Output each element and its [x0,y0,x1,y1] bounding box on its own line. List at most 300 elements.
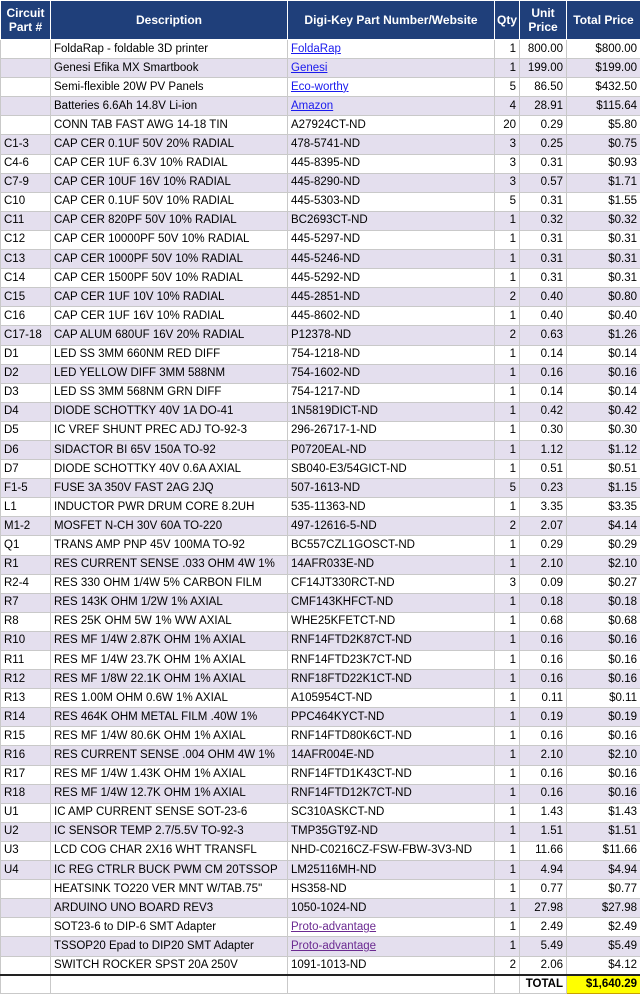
cell-total-price: $0.51 [567,460,640,479]
table-row [1,498,640,517]
table-row [1,116,640,135]
cell-part-number [288,40,495,59]
table-row [1,78,640,97]
cell-qty: 20 [495,116,520,135]
cell-description: INDUCTOR PWR DRUM CORE 8.2UH [51,498,288,517]
cell-description: RES 330 OHM 1/4W 5% CARBON FILM [51,574,288,593]
table-row [1,402,640,421]
cell-qty: 1 [495,803,520,822]
cell-part-number: 1050-1024-ND [288,899,495,918]
cell-circuit-part: C14 [1,269,51,288]
cell-unit-price: 0.51 [520,460,567,479]
table-row [1,536,640,555]
cell-total-price: $2.10 [567,746,640,765]
cell-qty: 2 [495,956,520,975]
cell-unit-price: 0.19 [520,708,567,727]
cell-total-price: $0.93 [567,154,640,173]
cell-circuit-part: F1-5 [1,479,51,498]
table-row [1,689,640,708]
table-row [1,803,640,822]
cell-circuit-part: R11 [1,651,51,670]
cell-unit-price: 0.31 [520,230,567,249]
total-spacer [288,975,495,994]
cell-description: LED YELLOW DIFF 3MM 588NM [51,364,288,383]
cell-part-number: P12378-ND [288,326,495,345]
total-spacer [1,975,51,994]
cell-total-price: $11.66 [567,841,640,860]
cell-qty: 1 [495,402,520,421]
cell-circuit-part: R14 [1,708,51,727]
cell-description: IC VREF SHUNT PREC ADJ TO-92-3 [51,421,288,440]
cell-circuit-part: U4 [1,861,51,880]
vendor-link[interactable]: Proto-advantage [291,920,377,933]
cell-total-price: $199.00 [567,59,640,78]
cell-part-number: 754-1218-ND [288,345,495,364]
table-row [1,918,640,937]
table-row [1,746,640,765]
cell-circuit-part: U3 [1,841,51,860]
cell-part-number: HS358-ND [288,880,495,899]
cell-description: CAP CER 1500PF 50V 10% RADIAL [51,269,288,288]
cell-circuit-part: U2 [1,822,51,841]
table-row [1,345,640,364]
cell-unit-price: 2.10 [520,555,567,574]
cell-qty: 1 [495,746,520,765]
cell-part-number: CF14JT330RCT-ND [288,574,495,593]
cell-part-number [288,78,495,97]
cell-unit-price: 0.23 [520,479,567,498]
header-description: Description [51,1,288,40]
cell-total-price: $1.26 [567,326,640,345]
cell-total-price: $0.16 [567,670,640,689]
cell-qty: 1 [495,918,520,937]
cell-qty: 1 [495,937,520,956]
cell-part-number: TMP35GT9Z-ND [288,822,495,841]
cell-total-price: $1.55 [567,192,640,211]
cell-unit-price: 0.31 [520,154,567,173]
cell-unit-price: 2.10 [520,746,567,765]
cell-part-number: 445-5292-ND [288,269,495,288]
cell-qty: 5 [495,78,520,97]
cell-circuit-part: C13 [1,250,51,269]
cell-qty: 1 [495,593,520,612]
cell-part-number: RNF14FTD23K7CT-ND [288,651,495,670]
vendor-link[interactable]: Amazon [291,99,334,112]
cell-total-price: $0.16 [567,784,640,803]
cell-qty: 1 [495,651,520,670]
cell-description: Genesi Efika MX Smartbook [51,59,288,78]
cell-total-price: $2.10 [567,555,640,574]
cell-part-number: BC557CZL1GOSCT-ND [288,536,495,555]
cell-qty: 1 [495,631,520,650]
cell-circuit-part: D3 [1,383,51,402]
cell-unit-price: 0.16 [520,727,567,746]
cell-description: IC AMP CURRENT SENSE SOT-23-6 [51,803,288,822]
cell-part-number: 535-11363-ND [288,498,495,517]
cell-qty: 1 [495,689,520,708]
cell-circuit-part: R2-4 [1,574,51,593]
cell-description: RES MF 1/4W 1.43K OHM 1% AXIAL [51,765,288,784]
cell-total-price: $0.16 [567,765,640,784]
cell-total-price: $0.16 [567,651,640,670]
cell-circuit-part: D4 [1,402,51,421]
cell-qty: 1 [495,861,520,880]
cell-total-price: $1.51 [567,822,640,841]
cell-circuit-part: R13 [1,689,51,708]
table-row [1,612,640,631]
cell-total-price: $0.31 [567,250,640,269]
cell-qty: 1 [495,899,520,918]
cell-qty: 1 [495,784,520,803]
table-row [1,326,640,345]
table-row [1,135,640,154]
cell-circuit-part: D1 [1,345,51,364]
cell-total-price: $0.11 [567,689,640,708]
cell-description: LED SS 3MM 568NM GRN DIFF [51,383,288,402]
cell-circuit-part: D2 [1,364,51,383]
total-label: TOTAL [520,975,567,994]
cell-circuit-part: R12 [1,670,51,689]
cell-total-price: $2.49 [567,918,640,937]
cell-total-price: $0.31 [567,269,640,288]
table-row [1,479,640,498]
cell-unit-price: 800.00 [520,40,567,59]
table-row [1,765,640,784]
table-row [1,822,640,841]
cell-unit-price: 0.14 [520,383,567,402]
cell-part-number: NHD-C0216CZ-FSW-FBW-3V3-ND [288,841,495,860]
cell-unit-price: 0.16 [520,784,567,803]
header-row [1,1,640,40]
table-row [1,40,640,59]
table-row [1,383,640,402]
cell-qty: 5 [495,192,520,211]
cell-part-number: 445-2851-ND [288,288,495,307]
cell-total-price: $27.98 [567,899,640,918]
cell-circuit-part: Q1 [1,536,51,555]
cell-unit-price: 0.29 [520,116,567,135]
cell-unit-price: 199.00 [520,59,567,78]
cell-unit-price: 27.98 [520,899,567,918]
cell-description: RES MF 1/8W 22.1K OHM 1% AXIAL [51,670,288,689]
cell-qty: 1 [495,59,520,78]
cell-qty: 1 [495,727,520,746]
cell-part-number: 14AFR004E-ND [288,746,495,765]
cell-qty: 1 [495,765,520,784]
cell-unit-price: 0.63 [520,326,567,345]
cell-total-price: $4.14 [567,517,640,536]
cell-part-number: 445-5303-ND [288,192,495,211]
cell-unit-price: 0.18 [520,593,567,612]
cell-circuit-part: R1 [1,555,51,574]
cell-description: CONN TAB FAST AWG 14-18 TIN [51,116,288,135]
table-row [1,727,640,746]
cell-qty: 2 [495,326,520,345]
cell-total-price: $1.43 [567,803,640,822]
cell-unit-price: 0.30 [520,421,567,440]
cell-total-price: $0.19 [567,708,640,727]
cell-part-number: 445-8602-ND [288,307,495,326]
cell-part-number: SB040-E3/54GICT-ND [288,460,495,479]
cell-part-number: 296-26717-1-ND [288,421,495,440]
cell-description: RES CURRENT SENSE .004 OHM 4W 1% [51,746,288,765]
cell-unit-price: 0.32 [520,211,567,230]
cell-circuit-part: R16 [1,746,51,765]
cell-part-number: RNF14FTD2K87CT-ND [288,631,495,650]
cell-description: CAP CER 1000PF 50V 10% RADIAL [51,250,288,269]
table-row [1,59,640,78]
cell-circuit-part: C17-18 [1,326,51,345]
table-row [1,440,640,459]
cell-circuit-part [1,97,51,116]
cell-part-number: 14AFR033E-ND [288,555,495,574]
cell-circuit-part [1,78,51,97]
cell-qty: 3 [495,135,520,154]
cell-description: CAP CER 0.1UF 50V 10% RADIAL [51,192,288,211]
cell-qty: 3 [495,574,520,593]
cell-qty: 1 [495,230,520,249]
table-row [1,574,640,593]
cell-description: ARDUINO UNO BOARD REV3 [51,899,288,918]
cell-unit-price: 11.66 [520,841,567,860]
cell-qty: 1 [495,440,520,459]
cell-total-price: $432.50 [567,78,640,97]
cell-total-price: $115.64 [567,97,640,116]
cell-circuit-part: R18 [1,784,51,803]
cell-description: CAP CER 1UF 16V 10% RADIAL [51,307,288,326]
cell-total-price: $0.18 [567,593,640,612]
cell-qty: 3 [495,154,520,173]
cell-description: CAP CER 10000PF 50V 10% RADIAL [51,230,288,249]
cell-circuit-part: L1 [1,498,51,517]
cell-total-price: $0.80 [567,288,640,307]
cell-qty: 1 [495,383,520,402]
cell-qty: 2 [495,288,520,307]
cell-circuit-part: R7 [1,593,51,612]
cell-unit-price: 0.40 [520,288,567,307]
cell-unit-price: 0.31 [520,192,567,211]
cell-part-number [288,918,495,937]
table-row [1,307,640,326]
table-row [1,880,640,899]
cell-circuit-part: D7 [1,460,51,479]
cell-description: DIODE SCHOTTKY 40V 0.6A AXIAL [51,460,288,479]
cell-part-number: 754-1602-ND [288,364,495,383]
cell-part-number: 445-8290-ND [288,173,495,192]
cell-unit-price: 0.31 [520,250,567,269]
cell-description: CAP CER 0.1UF 50V 20% RADIAL [51,135,288,154]
cell-total-price: $0.42 [567,402,640,421]
cell-total-price: $0.16 [567,631,640,650]
cell-circuit-part [1,59,51,78]
cell-qty: 3 [495,173,520,192]
table-row [1,97,640,116]
cell-unit-price: 0.29 [520,536,567,555]
cell-unit-price: 4.94 [520,861,567,880]
cell-description: CAP CER 820PF 50V 10% RADIAL [51,211,288,230]
header-total-price: Total Price [567,1,640,40]
cell-unit-price: 2.06 [520,956,567,975]
table-row [1,670,640,689]
cell-circuit-part: C4-6 [1,154,51,173]
cell-unit-price: 3.35 [520,498,567,517]
table-row [1,956,640,975]
cell-total-price: $0.29 [567,536,640,555]
vendor-link[interactable]: FoldaRap [291,42,341,55]
table-row [1,651,640,670]
cell-qty: 1 [495,269,520,288]
cell-total-price: $1.71 [567,173,640,192]
cell-circuit-part: C16 [1,307,51,326]
vendor-link[interactable]: Eco-worthy [291,80,349,93]
cell-part-number: PPC464KYCT-ND [288,708,495,727]
cell-description: CAP CER 1UF 10V 10% RADIAL [51,288,288,307]
table-row [1,421,640,440]
cell-circuit-part: D6 [1,440,51,459]
cell-part-number: A27924CT-ND [288,116,495,135]
cell-unit-price: 0.25 [520,135,567,154]
cell-part-number: RNF14FTD12K7CT-ND [288,784,495,803]
cell-total-price: $0.31 [567,230,640,249]
cell-description: CAP ALUM 680UF 16V 20% RADIAL [51,326,288,345]
table-row [1,192,640,211]
cell-part-number: 754-1217-ND [288,383,495,402]
total-spacer [495,975,520,994]
cell-part-number: 445-8395-ND [288,154,495,173]
cell-description: LCD COG CHAR 2X16 WHT TRANSFL [51,841,288,860]
cell-description: IC SENSOR TEMP 2.7/5.5V TO-92-3 [51,822,288,841]
table-row [1,861,640,880]
cell-unit-price: 0.40 [520,307,567,326]
cell-description: RES MF 1/4W 12.7K OHM 1% AXIAL [51,784,288,803]
table-row [1,288,640,307]
cell-circuit-part: M1-2 [1,517,51,536]
cell-qty: 1 [495,345,520,364]
cell-qty: 1 [495,498,520,517]
cell-description: Semi-flexible 20W PV Panels [51,78,288,97]
header-qty: Qty [495,1,520,40]
cell-unit-price: 0.16 [520,765,567,784]
total-row [1,975,640,994]
cell-qty: 1 [495,460,520,479]
cell-description: RES CURRENT SENSE .033 OHM 4W 1% [51,555,288,574]
cell-total-price: $0.32 [567,211,640,230]
cell-description: MOSFET N-CH 30V 60A TO-220 [51,517,288,536]
cell-description: RES MF 1/4W 80.6K OHM 1% AXIAL [51,727,288,746]
cell-unit-price: 2.07 [520,517,567,536]
cell-part-number: RNF14FTD1K43CT-ND [288,765,495,784]
cell-unit-price: 2.49 [520,918,567,937]
cell-circuit-part: C10 [1,192,51,211]
cell-circuit-part [1,937,51,956]
table-row [1,460,640,479]
cell-description: SOT23-6 to DIP-6 SMT Adapter [51,918,288,937]
cell-total-price: $0.16 [567,364,640,383]
cell-total-price: $0.16 [567,727,640,746]
cell-circuit-part: C12 [1,230,51,249]
header-unit-price: Unit Price [520,1,567,40]
cell-circuit-part: R8 [1,612,51,631]
cell-circuit-part: R15 [1,727,51,746]
cell-total-price: $0.68 [567,612,640,631]
cell-qty: 1 [495,555,520,574]
cell-part-number: LM25116MH-ND [288,861,495,880]
table-row [1,593,640,612]
cell-qty: 1 [495,364,520,383]
cell-total-price: $0.14 [567,345,640,364]
cell-part-number [288,937,495,956]
cell-description: SWITCH ROCKER SPST 20A 250V [51,956,288,975]
cell-description: Batteries 6.6Ah 14.8V Li-ion [51,97,288,116]
cell-description: SIDACTOR BI 65V 150A TO-92 [51,440,288,459]
table-row [1,631,640,650]
cell-qty: 1 [495,708,520,727]
cell-unit-price: 0.16 [520,651,567,670]
cell-unit-price: 28.91 [520,97,567,116]
cell-part-number: SC310ASKCT-ND [288,803,495,822]
table-row [1,708,640,727]
vendor-link[interactable]: Genesi [291,61,328,74]
cell-part-number: 478-5741-ND [288,135,495,154]
cell-circuit-part [1,880,51,899]
table-row [1,517,640,536]
cell-description: IC REG CTRLR BUCK PWM CM 20TSSOP [51,861,288,880]
cell-unit-price: 1.12 [520,440,567,459]
table-row [1,173,640,192]
cell-unit-price: 0.16 [520,670,567,689]
cell-qty: 1 [495,536,520,555]
cell-total-price: $5.80 [567,116,640,135]
cell-part-number: A105954CT-ND [288,689,495,708]
table-row [1,899,640,918]
cell-qty: 1 [495,40,520,59]
cell-total-price: $0.75 [567,135,640,154]
header-part-number: Digi-Key Part Number/Website [288,1,495,40]
cell-part-number: 1N5819DICT-ND [288,402,495,421]
cell-total-price: $0.30 [567,421,640,440]
cell-circuit-part [1,956,51,975]
cell-part-number: 1091-1013-ND [288,956,495,975]
cell-total-price: $3.35 [567,498,640,517]
table-body [1,40,640,976]
cell-description: RES MF 1/4W 23.7K OHM 1% AXIAL [51,651,288,670]
cell-unit-price: 5.49 [520,937,567,956]
cell-part-number [288,97,495,116]
cell-total-price: $1.15 [567,479,640,498]
cell-part-number: WHE25KFETCT-ND [288,612,495,631]
cell-circuit-part [1,40,51,59]
cell-unit-price: 0.09 [520,574,567,593]
cell-part-number: 445-5246-ND [288,250,495,269]
table-row [1,555,640,574]
table-row [1,364,640,383]
cell-description: FoldaRap - foldable 3D printer [51,40,288,59]
cell-description: RES 1.00M OHM 0.6W 1% AXIAL [51,689,288,708]
cell-total-price: $0.14 [567,383,640,402]
cell-description: TRANS AMP PNP 45V 100MA TO-92 [51,536,288,555]
cell-qty: 1 [495,211,520,230]
cell-circuit-part [1,116,51,135]
cell-unit-price: 0.68 [520,612,567,631]
cell-unit-price: 0.31 [520,269,567,288]
table-row [1,269,640,288]
vendor-link[interactable]: Proto-advantage [291,939,377,952]
cell-description: RES 143K OHM 1/2W 1% AXIAL [51,593,288,612]
cell-description: TSSOP20 Epad to DIP20 SMT Adapter [51,937,288,956]
cell-part-number: CMF143KHFCT-ND [288,593,495,612]
cell-total-price: $4.12 [567,956,640,975]
cell-description: DIODE SCHOTTKY 40V 1A DO-41 [51,402,288,421]
